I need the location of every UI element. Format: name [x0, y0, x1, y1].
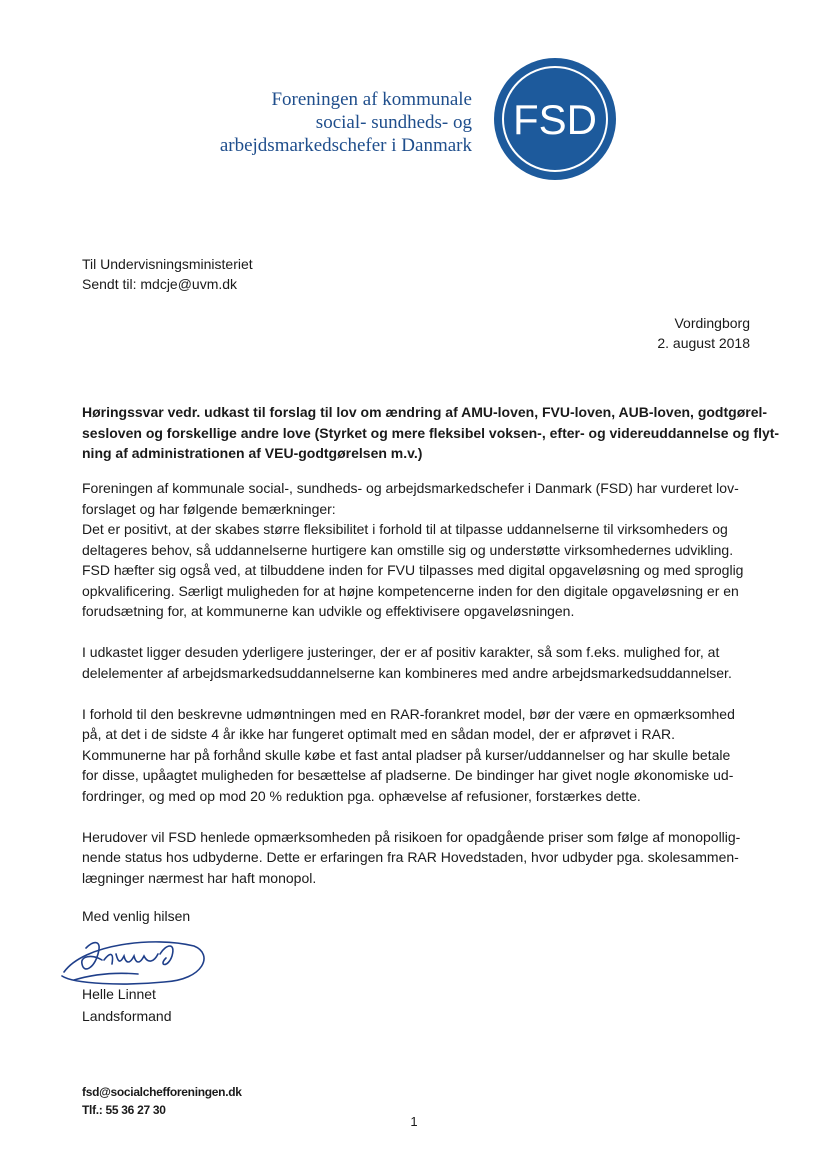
- org-line-2: social- sundheds- og: [315, 112, 472, 133]
- paragraph-4: [82, 827, 754, 889]
- handwritten-signature: [54, 924, 210, 992]
- recipient-to: Til Undervisningsministeriet: [82, 256, 253, 272]
- footer-contact: [82, 1083, 242, 1119]
- paragraph-2: [82, 642, 754, 683]
- recipient-block: [82, 254, 253, 294]
- letter-body: [82, 478, 754, 909]
- fsd-logo: [493, 57, 617, 181]
- closing-greeting: Med venlig hilsen: [82, 908, 191, 924]
- signer-name: Helle Linnet: [82, 986, 156, 1002]
- text-line: på, at det i de sidste 4 år ikke har fungeret optimalt med en sådan model, der er afprøvet i RAR.: [82, 726, 675, 742]
- place-date: [657, 313, 750, 353]
- text-line: deltageres behov, så uddannelserne hurtigere kan omstille sig og understøtte virksomhedernes udvikling.: [82, 541, 734, 558]
- text-line: FSD hæfter sig også ved, at tilbuddene inden for FVU tilpasses med digital opgaveløsning og med sproglig: [82, 562, 744, 578]
- text-line: Foreningen af kommunale social-, sundheds- og arbejdsmarkedschefer i Danmark (FSD) har vurderet lov-: [82, 480, 739, 496]
- org-line-3: arbejdsmarkedschefer i Danmark: [219, 135, 472, 156]
- subject-heading: [82, 402, 780, 464]
- organization-name: [220, 88, 472, 157]
- logo-text: FSD: [513, 96, 597, 143]
- text-line: delelementer af arbejdsmarkedsuddannelserne kan kombineres med andre arbejdsmarkedsuddannelser.: [82, 664, 732, 681]
- text-line: for disse, upåagtet muligheden for besættelse af pladserne. De bindinger har givet nogle økonomiske ud-: [82, 767, 734, 783]
- text-line: I udkastet ligger desuden yderligere justeringer, der er af positiv karakter, så som f.eks. mulighed for, at: [82, 644, 720, 660]
- subject-line: Høringssvar vedr. udkast til forslag til lov om ændring af AMU-loven, FVU-loven, AUB-loven, godtgørel-: [82, 404, 768, 420]
- text-line: Herudover vil FSD henlede opmærksomheden på risikoen for opadgående priser som følge af monopollig-: [82, 828, 741, 845]
- text-line: forudsætning for, at kommunerne kan udvikle og effektivisere opgaveløsningen.: [82, 603, 575, 619]
- footer-email[interactable]: fsd@socialchefforeningen.dk: [82, 1085, 242, 1099]
- text-line: fordringer, og med op mod 20 % reduktion pga. ophævelse af refusioner, forstærkes dette.: [82, 787, 641, 804]
- signer-title: Landsformand: [82, 1008, 172, 1024]
- text-line: I forhold til den beskrevne udmøntningen med en RAR-forankret model, bør der være en opmærksomhed: [82, 705, 735, 722]
- text-line: forslaget og har følgende bemærkninger:: [82, 500, 336, 517]
- org-line-1: Foreningen af kommunale: [271, 89, 472, 110]
- text-line: opkvalificering. Særligt muligheden for at højne kompetencerne inden for den digitale opgaveløsning er en: [82, 582, 739, 599]
- text-line: lægninger nærmest har haft monopol.: [82, 869, 317, 886]
- footer-phone: Tlf.: 55 36 27 30: [82, 1103, 166, 1117]
- recipient-email: Sendt til: mdcje@uvm.dk: [82, 276, 238, 292]
- date: 2. august 2018: [657, 335, 750, 351]
- text-line: Det er positivt, at der skabes større fleksibilitet i forhold til at tilpasse uddannelserne til virksomheders og: [82, 521, 728, 537]
- subject-line: ning af administrationen af VEU-godtgørelsen m.v.): [82, 445, 423, 461]
- signer-block: [82, 983, 172, 1027]
- paragraph-3: [82, 704, 754, 807]
- text-line: nende status hos udbyderne. Dette er erfaringen fra RAR Hovedstaden, hvor udbyder pga. skolesammen-: [82, 849, 739, 865]
- place: Vordingborg: [674, 315, 750, 331]
- page-number: 1: [410, 1114, 418, 1129]
- text-line: Kommunerne har på forhånd skulle købe et fast antal pladser på kurser/uddannelser og har skulle betale: [82, 746, 731, 763]
- subject-line: sesloven og forskellige andre love (Styrket og mere fleksibel voksen-, efter- og videreuddannelse og flyt-: [82, 424, 780, 441]
- paragraph-1: [82, 478, 754, 622]
